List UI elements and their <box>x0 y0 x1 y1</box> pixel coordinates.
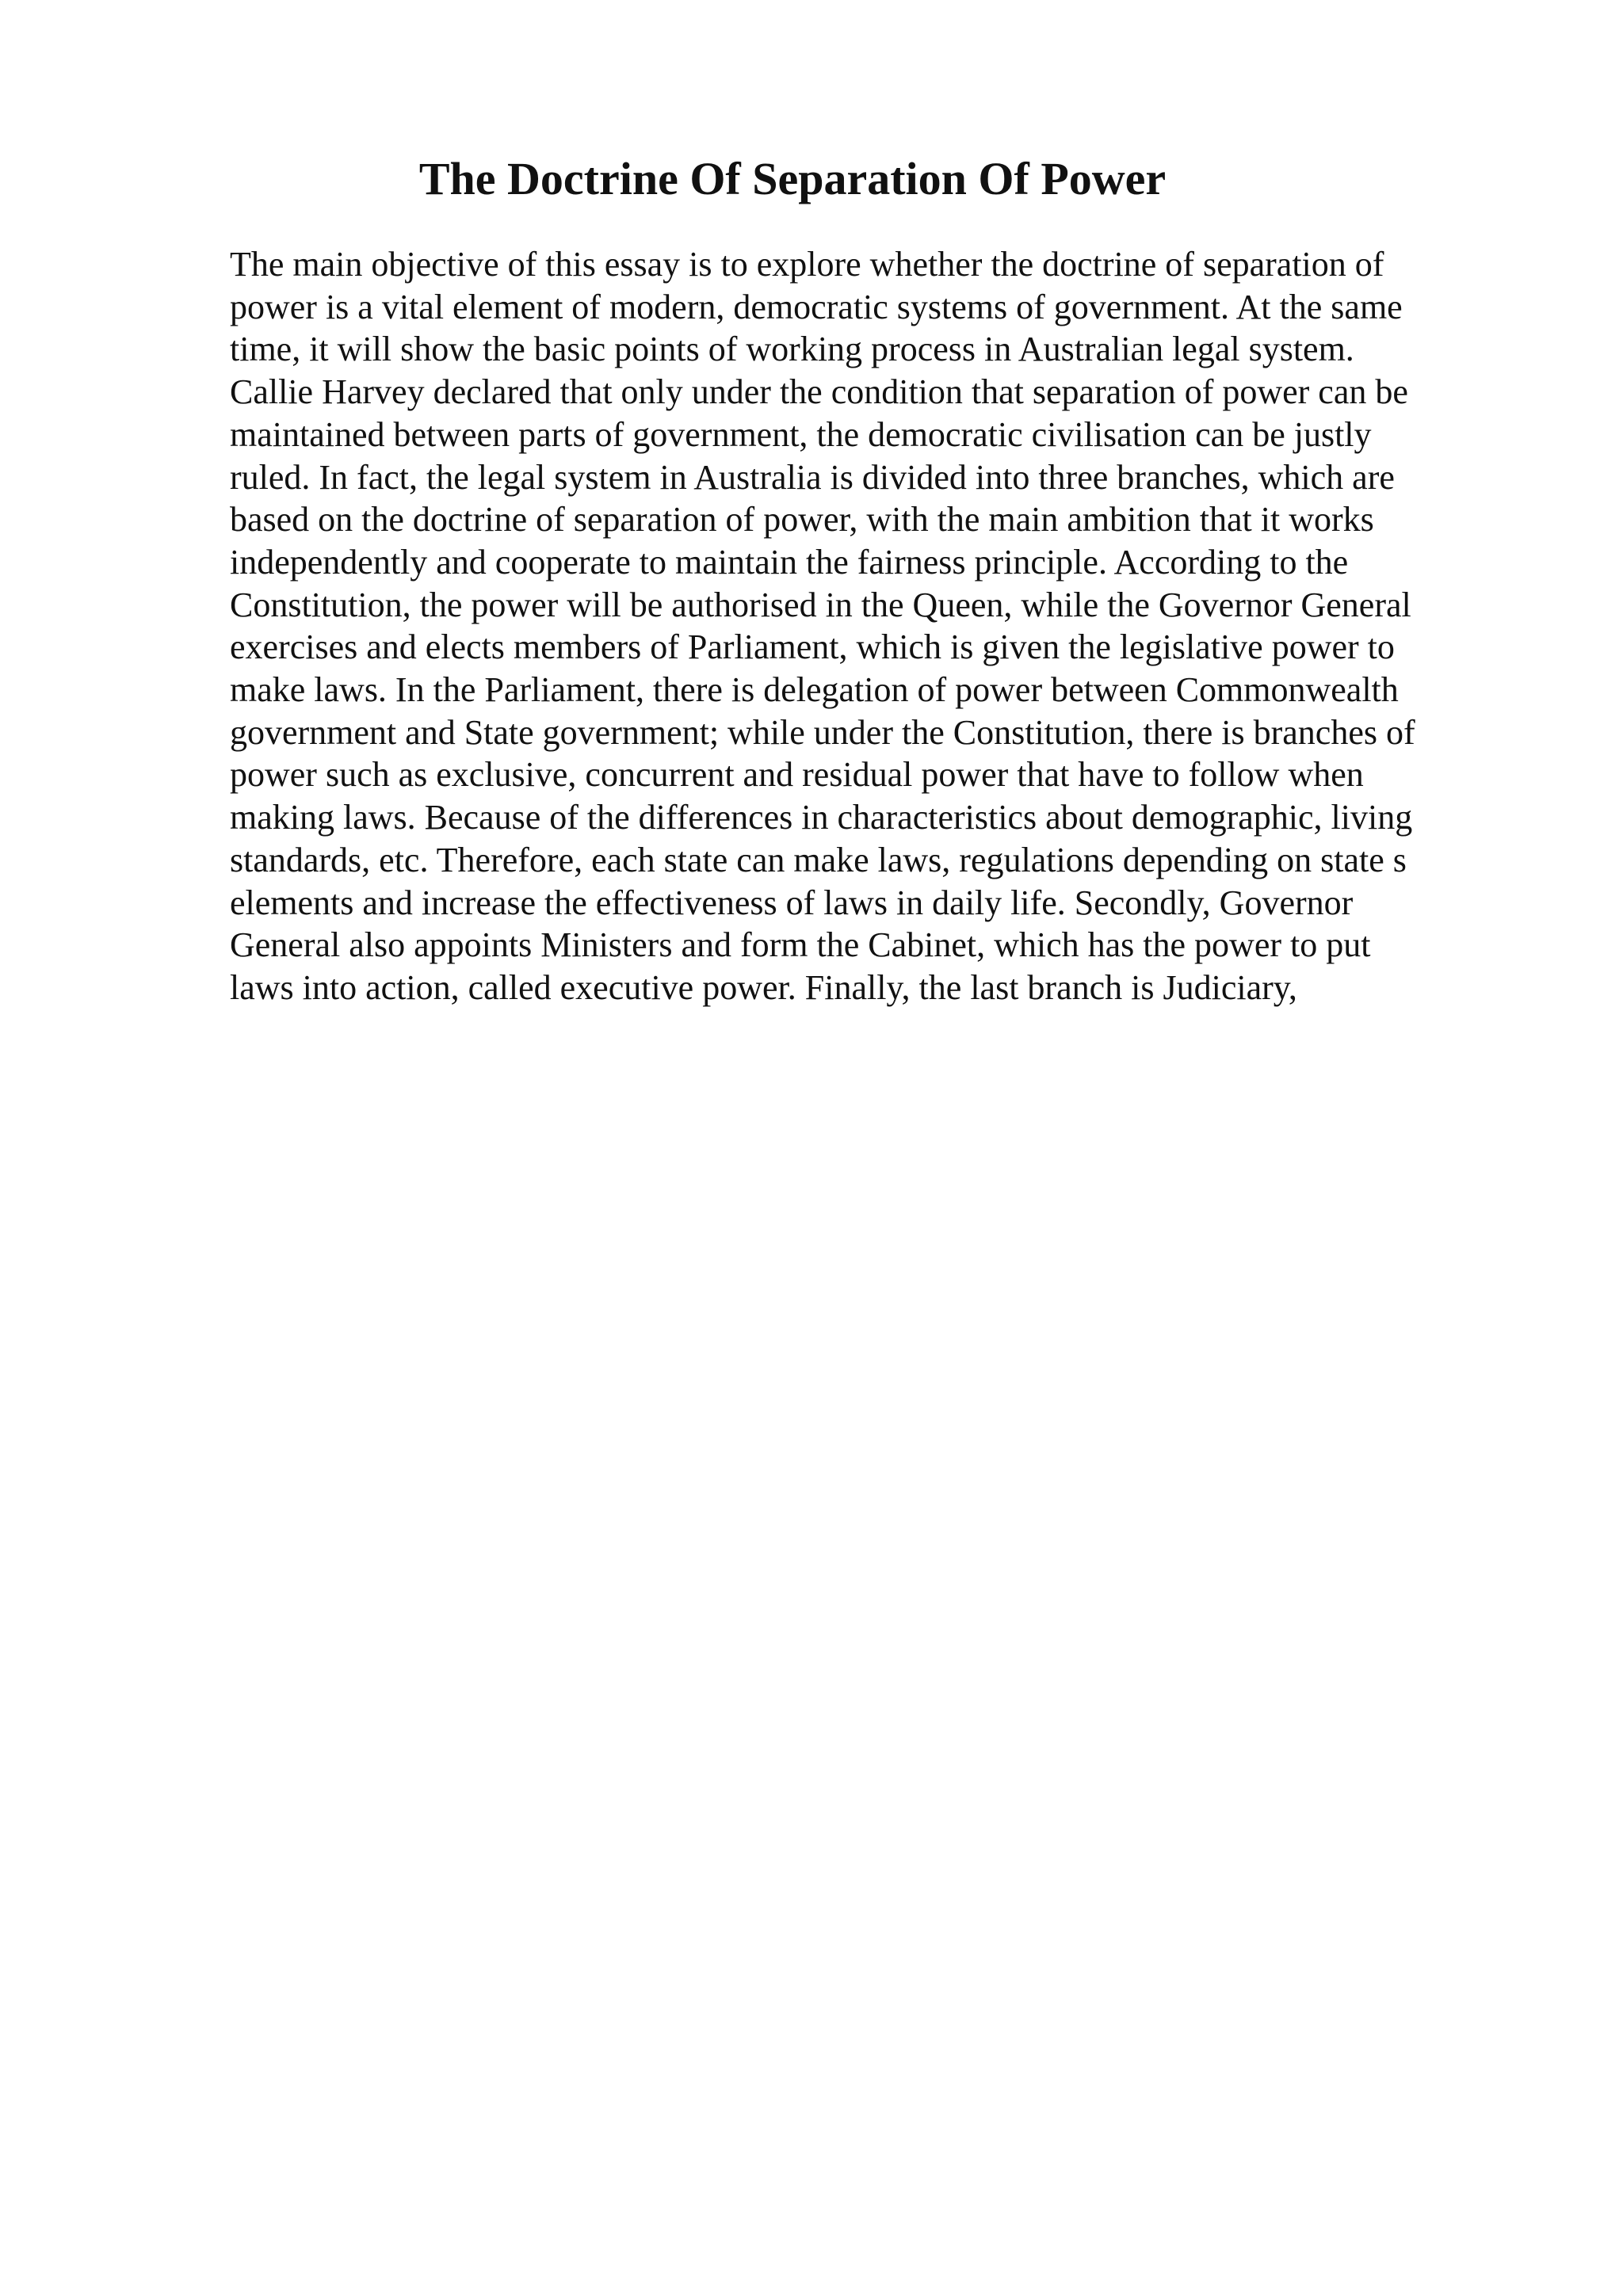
text-line: elements and increase the effectiveness of laws in daily life. Secondly, Governor <box>230 883 1354 922</box>
text-line: maintained between parts of government, the democratic civilisation can be justly <box>230 414 1372 454</box>
text-line: Callie Harvey declared that only under the condition that separation of power can be <box>230 372 1408 412</box>
text-line: ruled. In fact, the legal system in Australia is divided into three branches, which are <box>230 457 1395 497</box>
text-line: exercises and elects members of Parliament, which is given the legislative power to <box>230 627 1395 667</box>
page-title: The Doctrine Of Separation Of Power <box>418 153 1167 204</box>
text-line: time, it will show the basic points of working process in Australian legal system. <box>230 330 1354 369</box>
text-line: General also appoints Ministers and form the Cabinet, which has the power to put <box>230 925 1371 965</box>
text-line: based on the doctrine of separation of power, with the main ambition that it works <box>230 500 1374 540</box>
text-line: power is a vital element of modern, democratic systems of government. At the same <box>230 287 1403 326</box>
text-line: The main objective of this essay is to explore whether the doctrine of separation of <box>230 245 1384 284</box>
essay-body <box>230 243 1514 1009</box>
text-line: make laws. In the Parliament, there is delegation of power between Commonwealth <box>230 670 1399 710</box>
text-line: making laws. Because of the differences in characteristics about demographic, living <box>230 798 1413 837</box>
text-line: government and State government; while under the Constitution, there is branches of <box>230 712 1415 752</box>
text-line: Constitution, the power will be authorised in the Queen, while the Governor General <box>230 585 1411 624</box>
text-line: power such as exclusive, concurrent and residual power that have to follow when <box>230 755 1364 795</box>
text-line: independently and cooperate to maintain the fairness principle. According to the <box>230 542 1349 582</box>
text-line: standards, etc. Therefore, each state can make laws, regulations depending on state s <box>230 840 1407 879</box>
text-line: laws into action, called executive power. Finally, the last branch is Judiciary, <box>230 967 1297 1007</box>
